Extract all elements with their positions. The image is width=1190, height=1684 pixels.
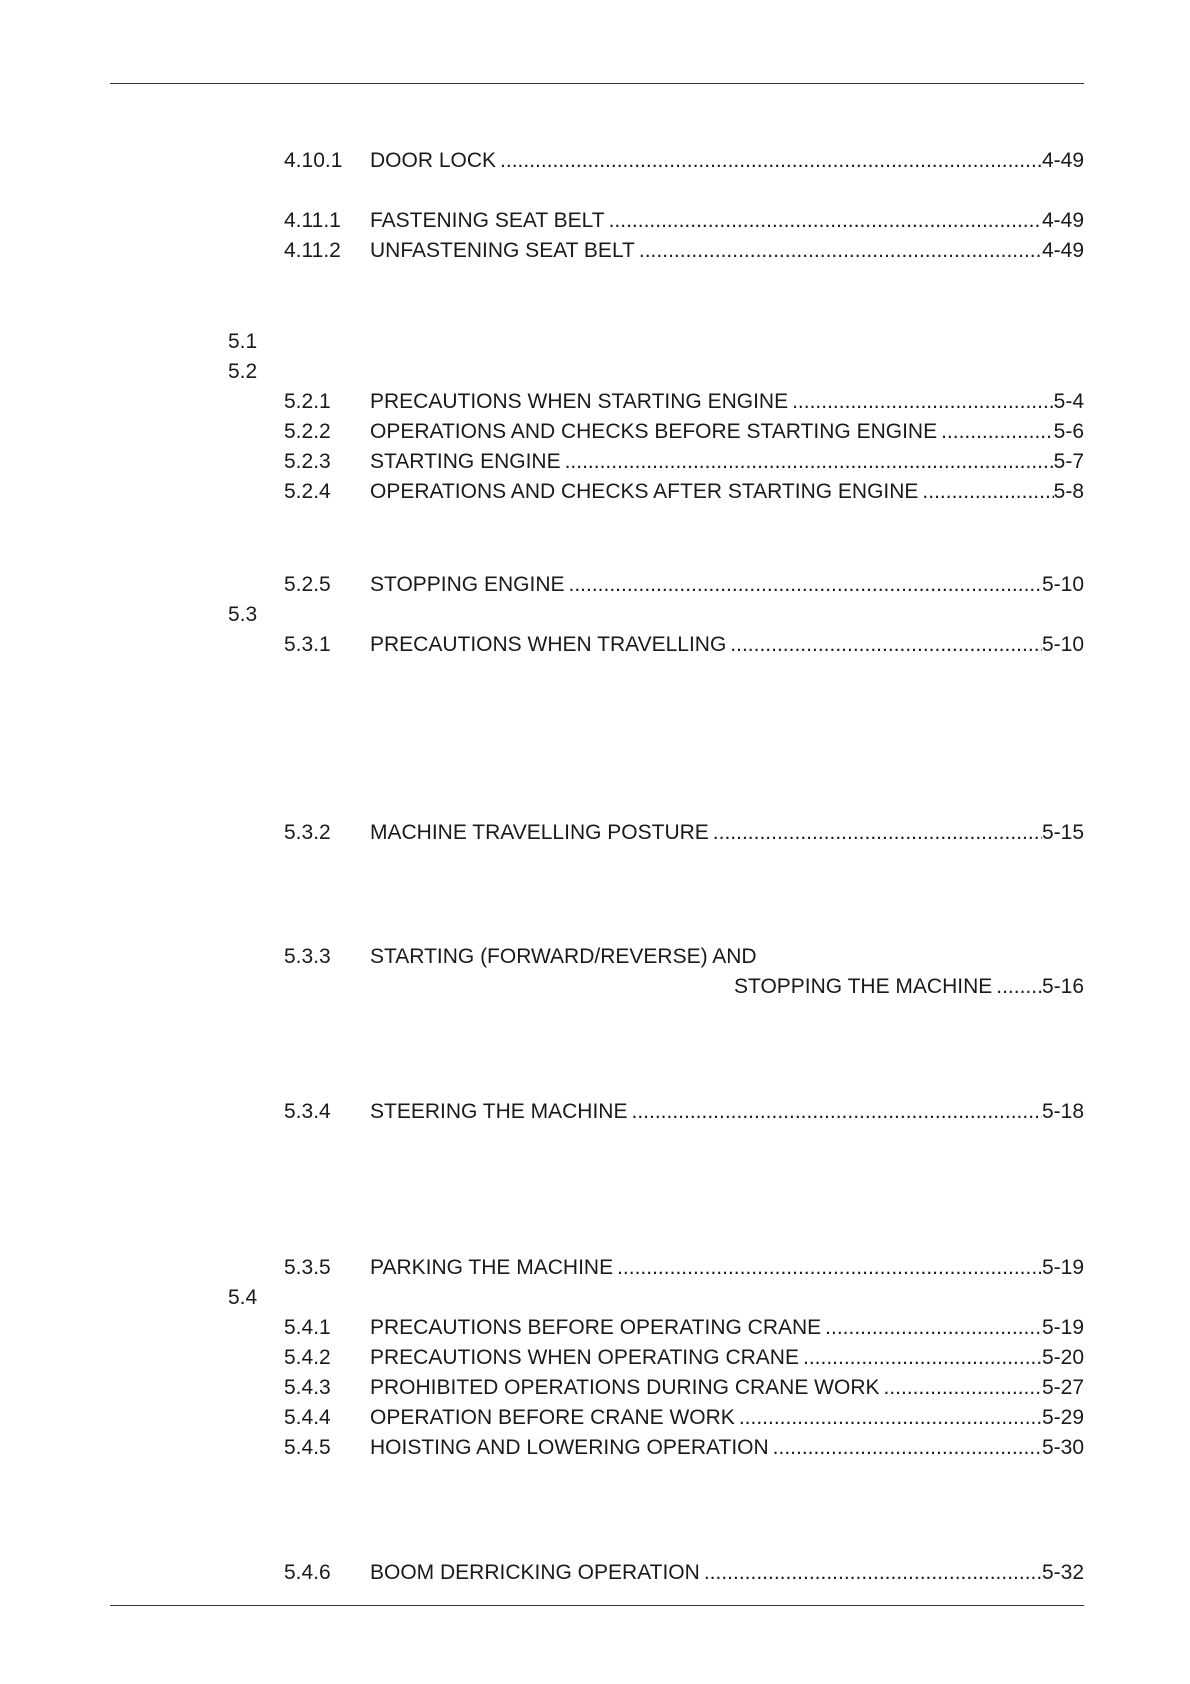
entry-title: STARTING ENGINE — [370, 450, 561, 473]
entry-title: PARKING THE MACHINE — [370, 1256, 614, 1279]
entry-number: 5.3.2 — [284, 821, 331, 844]
dot-leader — [565, 570, 1042, 600]
entry-title: STOPPING ENGINE — [370, 573, 565, 596]
dot-leader — [561, 447, 1054, 477]
footer-rule — [110, 1605, 1084, 1606]
entry-number: 5.3.3 — [284, 945, 331, 968]
entry-title: PRECAUTIONS WHEN OPERATING CRANE — [370, 1346, 799, 1369]
entry-page: 5-10 — [1041, 573, 1084, 596]
section-number-5-4: 5.4 — [228, 1286, 258, 1309]
dot-leader — [937, 417, 1054, 447]
entry-title: DOOR LOCK — [370, 149, 497, 172]
entry-number: 4.10.1 — [284, 149, 343, 172]
entry-number: 5.2.3 — [284, 450, 331, 473]
toc-entry-5-4-6[interactable] — [284, 1558, 1084, 1588]
entry-title: OPERATIONS AND CHECKS BEFORE STARTING ENGINE — [370, 420, 938, 443]
toc-entry-4-11-1[interactable] — [284, 206, 1084, 236]
entry-page: 5-8 — [1053, 480, 1084, 503]
toc-entry-5-3-4[interactable] — [284, 1097, 1084, 1127]
entry-number: 4.11.2 — [284, 239, 341, 262]
dot-leader — [627, 1097, 1041, 1127]
dot-leader — [769, 1433, 1042, 1463]
entry-number: 5.4.4 — [284, 1406, 331, 1429]
toc-entry-4-10-1[interactable] — [284, 146, 1084, 176]
toc-entry-5-3-5[interactable] — [284, 1253, 1084, 1283]
entry-number: 4.11.1 — [284, 209, 341, 232]
entry-title: FASTENING SEAT BELT — [370, 209, 605, 232]
toc-entry-5-2-4[interactable] — [284, 477, 1084, 507]
entry-page: 4-49 — [1041, 149, 1084, 172]
entry-number: 5.2.2 — [284, 420, 331, 443]
entry-number: 5.3.4 — [284, 1100, 331, 1123]
entry-page: 5-19 — [1041, 1316, 1084, 1339]
entry-title: OPERATIONS AND CHECKS AFTER STARTING ENGINE — [370, 480, 919, 503]
toc-entry-5-3-2[interactable] — [284, 818, 1084, 848]
dot-leader — [635, 236, 1042, 266]
entry-title: BOOM DERRICKING OPERATION — [370, 1561, 700, 1584]
dot-leader — [992, 972, 1042, 1002]
section-number-5-2: 5.2 — [228, 360, 258, 383]
dot-leader — [821, 1313, 1042, 1343]
entry-title-continued: STOPPING THE MACHINE — [734, 975, 993, 998]
entry-title: MACHINE TRAVELLING POSTURE — [370, 821, 709, 844]
dot-leader — [496, 146, 1042, 176]
entry-title: HOISTING AND LOWERING OPERATION — [370, 1436, 769, 1459]
toc-entry-5-2-3[interactable] — [284, 447, 1084, 477]
toc-entry-5-4-3[interactable] — [284, 1373, 1084, 1403]
entry-number: 5.2.4 — [284, 480, 331, 503]
entry-page: 5-10 — [1041, 633, 1084, 656]
entry-page: 5-30 — [1041, 1436, 1084, 1459]
entry-number: 5.4.1 — [284, 1316, 331, 1339]
entry-page: 5-27 — [1041, 1376, 1084, 1399]
entry-title: OPERATION BEFORE CRANE WORK — [370, 1406, 735, 1429]
entry-title: PRECAUTIONS WHEN STARTING ENGINE — [370, 390, 789, 413]
entry-number: 5.4.5 — [284, 1436, 331, 1459]
toc-entry-5-3-1[interactable] — [284, 630, 1084, 660]
entry-number: 5.2.5 — [284, 573, 331, 596]
toc-entry-5-4-5[interactable] — [284, 1433, 1084, 1463]
entry-number: 5.2.1 — [284, 390, 331, 413]
dot-leader — [709, 818, 1042, 848]
toc-entry-5-2-1[interactable] — [284, 387, 1084, 417]
entry-number: 5.3.5 — [284, 1256, 331, 1279]
toc-entry-5-3-3[interactable] — [284, 942, 1084, 972]
entry-page: 4-49 — [1041, 209, 1084, 232]
entry-number: 5.4.2 — [284, 1346, 331, 1369]
entry-page: 4-49 — [1041, 239, 1084, 262]
entry-title: PRECAUTIONS BEFORE OPERATING CRANE — [370, 1316, 822, 1339]
entry-page: 5-19 — [1041, 1256, 1084, 1279]
dot-leader — [605, 206, 1042, 236]
entry-page: 5-18 — [1041, 1100, 1084, 1123]
header-rule — [110, 83, 1084, 84]
entry-number: 5.4.3 — [284, 1376, 331, 1399]
toc-entry-4-11-2[interactable] — [284, 236, 1084, 266]
entry-title: PRECAUTIONS WHEN TRAVELLING — [370, 633, 727, 656]
dot-leader — [799, 1343, 1042, 1373]
section-number-5-3: 5.3 — [228, 603, 258, 626]
entry-title: STARTING (FORWARD/REVERSE) AND — [370, 945, 757, 968]
entry-page: 5-32 — [1041, 1561, 1084, 1584]
entry-number: 5.4.6 — [284, 1561, 331, 1584]
entry-page: 5-15 — [1041, 821, 1084, 844]
entry-number: 5.3.1 — [284, 633, 331, 656]
dot-leader — [788, 387, 1054, 417]
toc-entry-5-4-1[interactable] — [284, 1313, 1084, 1343]
toc-entry-5-4-4[interactable] — [284, 1403, 1084, 1433]
entry-title: PROHIBITED OPERATIONS DURING CRANE WORK — [370, 1376, 880, 1399]
entry-page: 5-16 — [1041, 975, 1084, 998]
entry-page: 5-6 — [1053, 420, 1084, 443]
entry-title: UNFASTENING SEAT BELT — [370, 239, 635, 262]
dot-leader — [613, 1253, 1042, 1283]
section-number-5-1: 5.1 — [228, 330, 258, 353]
dot-leader — [735, 1403, 1042, 1433]
entry-title: STEERING THE MACHINE — [370, 1100, 628, 1123]
entry-page: 5-7 — [1053, 450, 1084, 473]
entry-page: 5-29 — [1041, 1406, 1084, 1429]
entry-page: 5-4 — [1053, 390, 1084, 413]
toc-entry-5-3-3-continued[interactable] — [284, 972, 1084, 1002]
toc-entry-5-2-2[interactable] — [284, 417, 1084, 447]
dot-leader — [880, 1373, 1042, 1403]
toc-entry-5-4-2[interactable] — [284, 1343, 1084, 1373]
dot-leader — [918, 477, 1053, 507]
dot-leader — [726, 630, 1042, 660]
toc-entry-5-2-5[interactable] — [284, 570, 1084, 600]
dot-leader — [700, 1558, 1042, 1588]
entry-page: 5-20 — [1041, 1346, 1084, 1369]
